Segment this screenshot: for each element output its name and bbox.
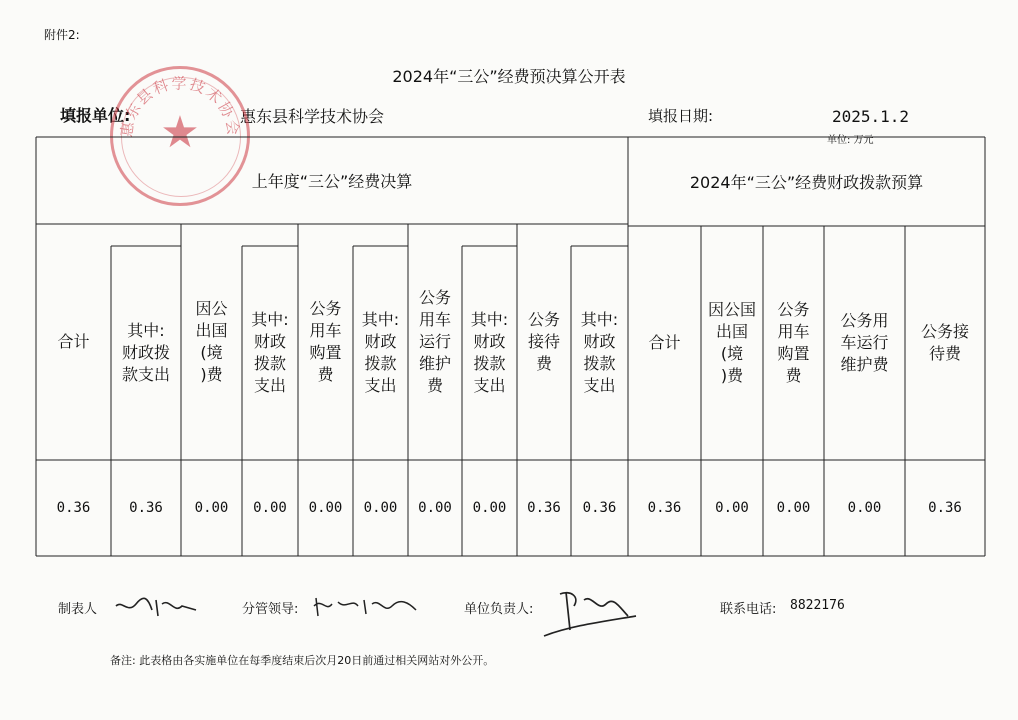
preparer-label: 制表人 <box>58 602 98 617</box>
value-last-vehicle-purchase: 0.00 <box>308 500 343 516</box>
value-budget-total: 0.36 <box>647 500 682 516</box>
head-signature <box>540 586 640 638</box>
footnote: 备注: 此表格由各实施单位在每季度结束后次月20日前通过相关网站对外公开。 <box>110 654 495 667</box>
col-header-last-vehicle-operation-fiscal: 其中: 财政 拨款 支出 <box>470 310 509 395</box>
value-last-overseas: 0.00 <box>194 500 229 516</box>
col-header-budget-vehicle-purchase: 公务 用车 购置 费 <box>777 300 810 385</box>
contact-label: 联系电话: <box>720 602 777 617</box>
svg-text:惠东县科学技术协会 <box>117 74 242 138</box>
col-header-last-reception-fiscal: 其中: 财政 拨款 支出 <box>580 310 619 395</box>
col-header-last-total: 合计 <box>57 332 90 351</box>
col-header-budget-total: 合计 <box>648 333 681 352</box>
supervisor-signature <box>312 592 422 622</box>
col-header-last-total-fiscal: 其中: 财政拨 款支出 <box>121 321 170 384</box>
seal-star-icon: ★ <box>160 107 200 158</box>
value-last-vehicle-operation-fiscal: 0.00 <box>472 500 507 516</box>
preparer-signature <box>112 592 202 622</box>
page-title: 2024年“三公”经费预决算公开表 <box>392 67 626 86</box>
col-header-budget-reception: 公务接 待费 <box>920 322 969 363</box>
money-unit-label: 单位: 万元 <box>827 135 874 146</box>
value-last-overseas-fiscal: 0.00 <box>253 500 287 516</box>
value-budget-vehicle-operation: 0.00 <box>847 500 882 516</box>
value-last-total: 0.36 <box>56 500 91 516</box>
supervisor-label: 分管领导: <box>242 602 299 617</box>
col-header-budget-vehicle-operation: 公务用 车运行 维护费 <box>840 311 889 374</box>
date-value: 2025.1.2 <box>832 107 910 126</box>
col-header-last-vehicle-operation: 公务 用车 运行 维护 费 <box>418 288 451 395</box>
value-budget-vehicle-purchase: 0.00 <box>776 500 811 516</box>
value-last-reception: 0.36 <box>527 500 561 516</box>
attachment-label: 附件2: <box>44 28 80 42</box>
unit-value: 惠东县科学技术协会 <box>240 107 385 126</box>
col-header-last-overseas-fiscal: 其中: 财政 拨款 支出 <box>251 310 289 395</box>
value-last-reception-fiscal: 0.36 <box>582 500 617 516</box>
unit-label: 填报单位: <box>60 106 131 125</box>
section-budget: 2024年“三公”经费财政拨款预算 <box>689 173 924 192</box>
seal-arc-text: 惠东县科学技术协会 <box>117 74 243 139</box>
head-label: 单位负责人: <box>464 602 534 617</box>
value-last-total-fiscal: 0.36 <box>129 500 163 516</box>
date-label: 填报日期: <box>648 107 714 125</box>
value-budget-overseas: 0.00 <box>715 500 749 516</box>
col-header-last-vehicle-purchase: 公务 用车 购置 费 <box>309 299 342 384</box>
value-last-vehicle-purchase-fiscal: 0.00 <box>363 500 398 516</box>
section-last-year: 上年度“三公”经费决算 <box>251 172 413 191</box>
col-header-budget-overseas: 因公国 出国 (境 )费 <box>707 300 756 385</box>
value-budget-reception: 0.36 <box>928 500 962 516</box>
col-header-last-vehicle-purchase-fiscal: 其中: 财政 拨款 支出 <box>361 310 400 395</box>
value-last-vehicle-operation: 0.00 <box>418 500 452 516</box>
col-header-last-overseas: 因公 出国 (境 )费 <box>195 299 228 384</box>
contact-value: 8822176 <box>790 598 845 613</box>
col-header-last-reception: 公务 接待 费 <box>527 310 560 373</box>
